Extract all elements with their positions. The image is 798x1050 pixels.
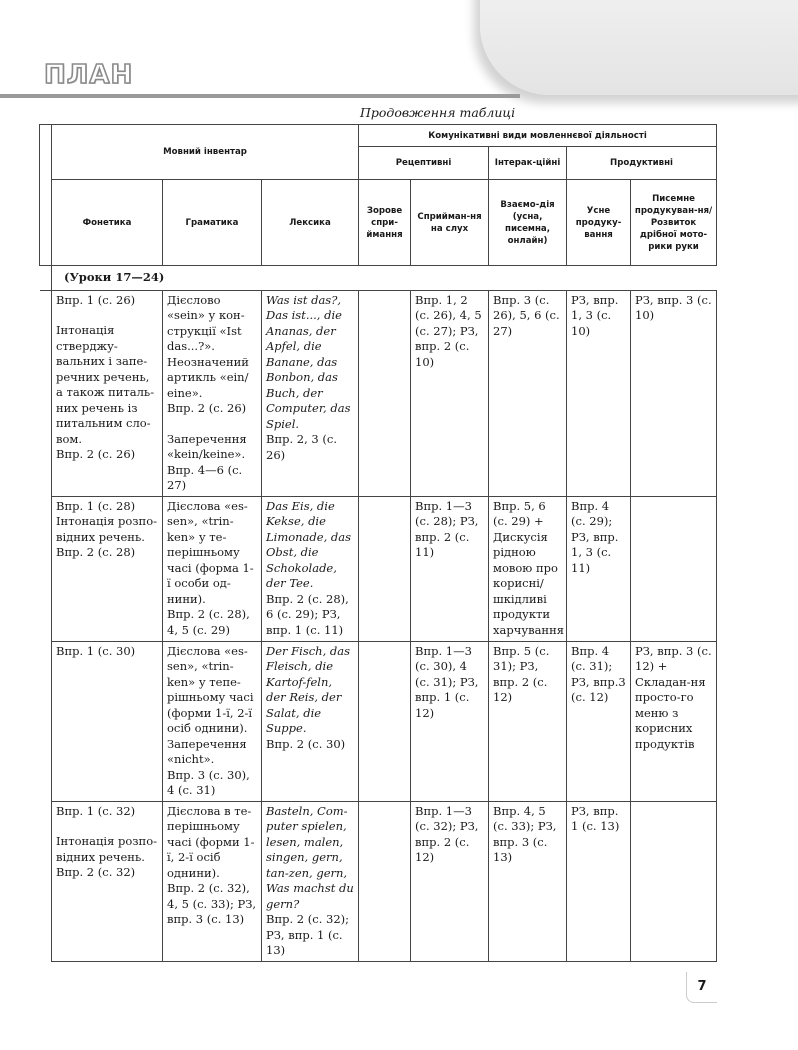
section-spacer [40,266,52,291]
cell-interaction: Впр. 5 (с. 31); РЗ, впр. 2 (с. 12) [489,641,567,801]
cell-listening: Впр. 1, 2 (с. 26), 4, 5 (с. 27); РЗ, впр. 2 (с. 10) [411,290,489,496]
col-header-lexis: Лексика [262,180,359,266]
table-row [40,496,717,641]
cell-oral: РЗ, впр. 1 (с. 13) [567,801,631,961]
cell-lexis: Das Eis, die Kekse, die Limonade, das Obst, die Schokolade, der Tee. Впр. 2 (с. 28), 6 (с. 29); РЗ, впр. 1 (с. 11) [262,496,359,641]
cell-oral: Впр. 4 (с. 31); РЗ, впр.3 (с. 12) [567,641,631,801]
margin-cell [40,801,52,961]
page-number: 7 [686,972,717,1003]
col-header-interaction: Взаємо-дія (усна, писемна, онлайн) [489,180,567,266]
cell-oral: Впр. 4 (с. 29); РЗ, впр. 1, 3 (с. 11) [567,496,631,641]
cell-written [631,801,717,961]
table-continuation-caption: Продовження таблиці [360,105,516,120]
cell-grammar: Дієслова «es-sen», «trin-ken» у тепе-рішньому часі (форми 1-ї, 2-ї осіб однини). Заперечення «nicht». Впр. 3 (с. 30), 4 (с. 31) [163,641,262,801]
cell-visual [359,496,411,641]
cell-listening: Впр. 1—3 (с. 32); РЗ, впр. 2 (с. 12) [411,801,489,961]
cell-oral: РЗ, впр. 1, 3 (с. 10) [567,290,631,496]
cell-interaction: Впр. 5, 6 (с. 29) + Дискусія рідною мовою про корисні/ шкідливі продукти харчування [489,496,567,641]
table-row [40,801,717,961]
cell-grammar: Дієслова в те-перішньому часі (форми 1-ї, 2-ї осіб однини). Впр. 2 (с. 32), 4, 5 (с. 33); РЗ, впр. 3 (с. 13) [163,801,262,961]
margin-cell [40,496,52,641]
cell-phonetics: Впр. 1 (с. 30) [52,641,163,801]
cell-visual [359,801,411,961]
col-header-written: Писемне продукуван-ня/Розвиток дрібної мото-рики руки [631,180,717,266]
col-group-communicative: Комунікативні види мовленнєвої діяльності [359,125,717,147]
col-header-oral: Усне продуку-вання [567,180,631,266]
cell-listening: Впр. 1—3 (с. 28); РЗ, впр. 2 (с. 11) [411,496,489,641]
header-tab-decoration [480,0,798,95]
cell-interaction: Впр. 3 (с. 26), 5, 6 (с. 27) [489,290,567,496]
cell-grammar: Дієслово «sein» у кон-струкції «Ist das...?». Неозначений артикль «ein/ eine». Впр. 2 (с. 26) Заперечення «kein/keine». Впр. 4—6 (с. 27) [163,290,262,496]
cell-written: РЗ, впр. 3 (с. 12) + Складан-ня просто-го меню з корисних продуктів [631,641,717,801]
col-header-grammar: Граматика [163,180,262,266]
margin-cell [40,641,52,801]
cell-phonetics: Впр. 1 (с. 32) Інтонація розпо-відних речень. Впр. 2 (с. 32) [52,801,163,961]
col-group-productive: Продуктивні [567,147,717,180]
margin-cell [40,290,52,496]
cell-grammar: Дієслова «es-sen», «trin-ken» у те-перішньому часі (форма 1-ї особи од-нини). Впр. 2 (с. 28), 4, 5 (с. 29) [163,496,262,641]
col-header-listening: Сприйман-ня на слух [411,180,489,266]
cell-interaction: Впр. 4, 5 (с. 33); РЗ, впр. 3 (с. 13) [489,801,567,961]
section-heading: (Уроки 17—24) [52,266,717,291]
cell-visual [359,290,411,496]
col-header-phonetics: Фонетика [52,180,163,266]
cell-lexis: Der Fisch, das Fleisch, die Kartof-feln, der Reis, der Salat, die Suppe. Впр. 2 (с. 30) [262,641,359,801]
cell-lexis: Was ist das?, Das ist..., die Ananas, der Apfel, die Banane, das Bonbon, das Buch, der Computer, das Spiel. Впр. 2, 3 (с. 26) [262,290,359,496]
cell-phonetics: Впр. 1 (с. 26) Інтонація стверджу-вальних і запе-речних речень, а також питаль-них речень із питальним сло-вом. Впр. 2 (с. 26) [52,290,163,496]
col-header-visual: Зорове спри-ймання [359,180,411,266]
cell-written [631,496,717,641]
page-section-title: ПЛАН [44,60,134,90]
margin-cell [40,125,52,266]
header-rule [0,94,520,98]
cell-written: РЗ, впр. 3 (с. 10) [631,290,717,496]
cell-lexis: Basteln, Com-puter spielen, lesen, malen, singen, gern, tan-zen, gern, Was machst du gern? Впр. 2 (с. 32); РЗ, впр. 1 (с. 13) [262,801,359,961]
table-row [40,290,717,496]
col-group-interactive: Інтерак-ційні [489,147,567,180]
col-group-receptive: Рецептивні [359,147,489,180]
cell-listening: Впр. 1—3 (с. 30), 4 (с. 31); РЗ, впр. 1 (с. 12) [411,641,489,801]
cell-phonetics: Впр. 1 (с. 28) Інтонація розпо-відних речень. Впр. 2 (с. 28) [52,496,163,641]
col-group-language: Мовний інвентар [52,125,359,180]
table-row [40,641,717,801]
lesson-plan-table [39,124,717,962]
cell-visual [359,641,411,801]
